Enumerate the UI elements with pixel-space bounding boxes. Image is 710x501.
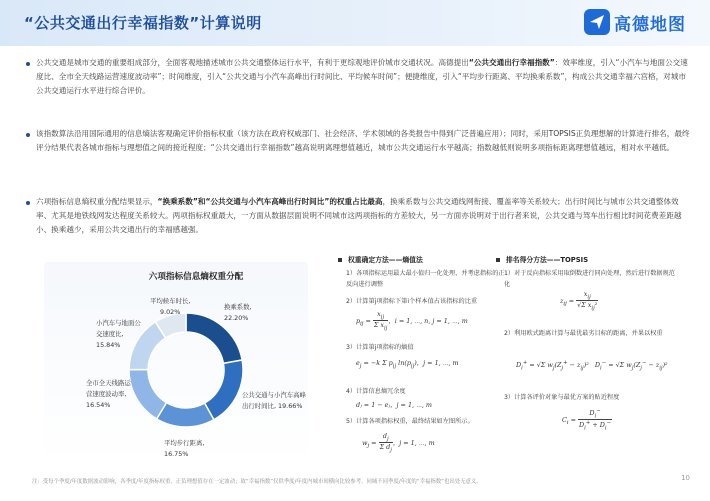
formula-weight: $w_j$ = $\frac{d_j}{\Sigma d_j}$ ，j = 1, ⋯, m	[362, 432, 435, 454]
formula-closeness: $C_i$ = $\frac{D_i^-}{D_i^+ + D_i^-}$	[562, 408, 612, 432]
topsis-step-2: 2）利用欧式距离计算与最优最劣目标的距离，并果以权重	[504, 330, 663, 337]
formula-distance: $D_i^+ = √\Sigma$ $w_j(Z_j^+ - z_{ij})^2$ $D_i^- = √\Sigma$ $w_j(Z_j^- - z_{ij})^2$	[516, 360, 668, 372]
entropy-method-title: 权重确定方法——熵值法	[338, 254, 423, 264]
formula-redundancy: dⱼ = 1 − eⱼ，j = 1, ⋯, m	[356, 401, 432, 409]
entropy-step-1: 1）各项指标运用最大最小值归一化处理，并考虑指标的正反向进行调整	[346, 270, 505, 288]
logo-text: 高德地图	[614, 14, 686, 35]
entropy-step-5: 5）计算各项指标权重，最终结果如左图所示。	[346, 418, 474, 425]
paragraph-method: 该指数算法沿用国际通用的信息熵法客观确定评价指标权重（该方法在政府权威部门、社会经济、学术领域的各类报告中得到广泛普遍应用）；同时，采用TOPSIS正负理想解的计算进行排名，最终评分结果代表各城市指标与理想值之间的接近程度；“公共交通出行幸福指数”越高说明离理想值越近，城市公共交通运行水平越高；指数越低则说明多项指标距离理想值越远，相对水平越低。	[36, 129, 690, 152]
entropy-step-3: 3）计算第j项指标的熵值	[346, 344, 414, 351]
topsis-step-3: 3）计算各评价对象与最优方案的贴近程度	[504, 394, 620, 401]
formula-normalize: $z_{ij}$ = $\frac{x_{ij}}{√\Sigma x_{ij}^2}$	[560, 290, 598, 312]
entropy-step-2: 2）计算第j项指标下第i个样本值占该指标的比重	[346, 298, 478, 305]
pie-label-time-ratio: 公共交通与小汽车高峰 出行时间比, 19.66%	[242, 391, 306, 410]
pie-label-walk: 平均步行距离, 16.75%	[164, 439, 205, 458]
pie-slice	[129, 369, 166, 418]
page-number: 10	[681, 474, 690, 482]
topsis-step-1: 1）对于反向指标采用取倒数进行同向处理，然后进行数据规范化	[504, 270, 675, 288]
paragraph-weights: 六项指标信息熵权重分配结果显示，“换乘系数”和“公共交通与小汽车高峰出行时间比”的权重占比最高，换乘系数与公共交通线网衔接、覆盖率等关系较大；出行时间比与城市公共交通整体效率、尤其是地铁线网发达程度关系较大。两项指标权重最大，一方面从数据层面说明不同城市这两项指标的方差较大，另一方面亦说明对于出行者来说，公共交通与驾车出行相比时间花费差距越小、换乘越少，采用公共交通出行的幸福感越强。	[36, 197, 682, 234]
paragraph-intro: 公共交通是城市交通的重要组成部分，全面客观地描述城市公共交通整体运行水平，有利于更综观地评价城市交通状况。高德提出“公共交通出行幸福指数”：效率维度，引入“小汽车与地面公交速度比、全市全天线路运营速度波动率”；时间维度，引入“公共交通与小汽车高峰出行时间比、平均候车时间”；便捷维度，引入“平均步行距离、平均换乘系数”，构成公共交通幸福六宫格，对城市公共交通运行水平进行综合评价。	[36, 58, 688, 95]
formula-entropy: $e_j = -k$ Σ $p_{ij}$ $\ln(p_{ij})$，j = 1, ⋯, m	[356, 359, 459, 370]
pie-label-transfer: 换乘系数, 22.20%	[224, 303, 252, 322]
topsis-method-title: 排名得分方法——TOPSIS	[496, 254, 588, 264]
chart-title: 六项指标信息熵权重分配	[148, 272, 244, 282]
entropy-step-4: 4）计算信息熵冗余度	[346, 388, 406, 395]
formula-proportion: $p_{ij}$ = $\frac{x_{ij}}{\Sigma x_{ij}}$ ，i = 1, ⋯, n, j = 1, ⋯, m	[356, 310, 468, 332]
page-title: “公共交通出行幸福指数”计算说明	[24, 14, 262, 32]
footnote: 注：受每个季度/年度数据波动影响，各季度/年度指标权重、正负理想值存在一定波动；故“幸福指数”仅供季度/年度内城市间横向比较参考，同城不同季度/年度的“幸福指数”也出处无意义。	[32, 479, 482, 485]
pie-slice	[205, 360, 243, 420]
pie-label-speed-volatility: 全市全天线路运 营速度波动率, 16.54%	[86, 379, 131, 409]
pie-slice	[157, 403, 214, 427]
pie-label-wait: 平均候车时长, 9.02%	[150, 297, 191, 316]
pie-label-speed-ratio: 小汽车与地面公 交速度比, 15.84%	[96, 319, 141, 349]
